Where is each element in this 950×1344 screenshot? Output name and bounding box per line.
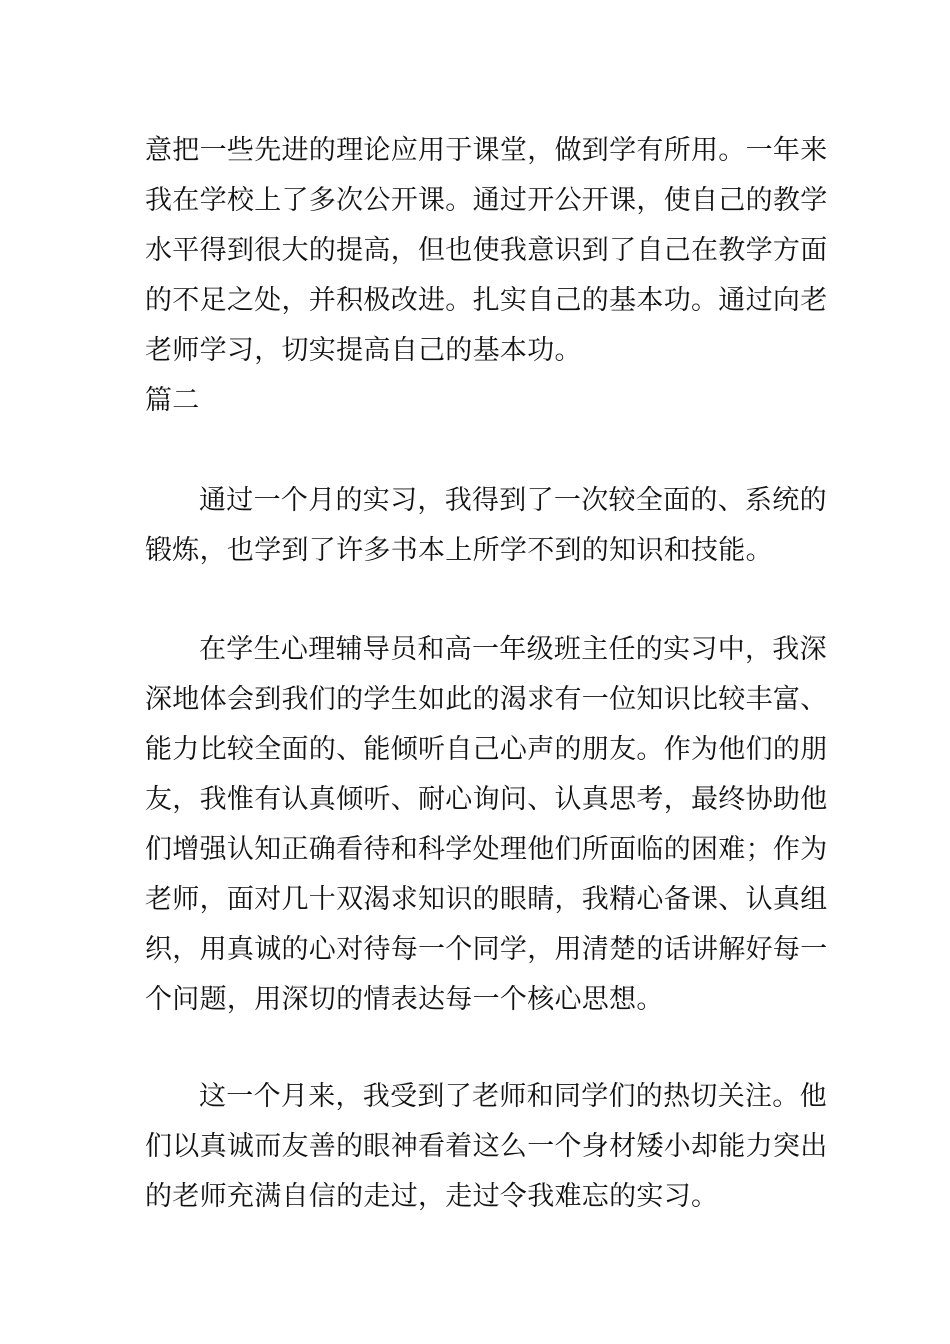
text-line: 友，我惟有认真倾听、耐心询问、认真思考，最终协助他	[145, 784, 828, 815]
text-line: 们以真诚而友善的眼神看着这么一个身材矮小却能力突出	[145, 1131, 828, 1162]
section-heading: 篇二	[145, 385, 200, 416]
text-line: 们增强认知正确看待和科学处理他们所面临的困难；作为	[145, 834, 828, 865]
text-line: 的老师充满自信的走过，走过令我难忘的实习。	[145, 1181, 719, 1212]
text-line: 在学生心理辅导员和高一年级班主任的实习中，我深	[199, 634, 827, 665]
text-line: 我在学校上了多次公开课。通过开公开课，使自己的教学	[145, 185, 828, 216]
text-line: 通过一个月的实习，我得到了一次较全面的、系统的	[199, 485, 827, 516]
text-line: 深地体会到我们的学生如此的渴求有一位知识比较丰富、	[145, 684, 828, 715]
text-line: 能力比较全面的、能倾听自己心声的朋友。作为他们的朋	[145, 734, 828, 765]
text-line: 的不足之处，并积极改进。扎实自己的基本功。通过向老	[145, 285, 828, 316]
text-line: 水平得到很大的提高，但也使我意识到了自己在教学方面	[145, 235, 828, 266]
text-line: 意把一些先进的理论应用于课堂，做到学有所用。一年来	[145, 135, 828, 166]
text-line: 个问题，用深切的情表达每一个核心思想。	[145, 984, 664, 1015]
text-line: 这一个月来，我受到了老师和同学们的热切关注。他	[199, 1081, 827, 1112]
text-line: 锻炼，也学到了许多书本上所学不到的知识和技能。	[145, 535, 773, 566]
text-line: 织，用真诚的心对待每一个同学，用清楚的话讲解好每一	[145, 934, 828, 965]
text-line: 老师，面对几十双渴求知识的眼睛，我精心备课、认真组	[145, 884, 828, 915]
text-line: 老师学习，切实提高自己的基本功。	[145, 335, 582, 366]
